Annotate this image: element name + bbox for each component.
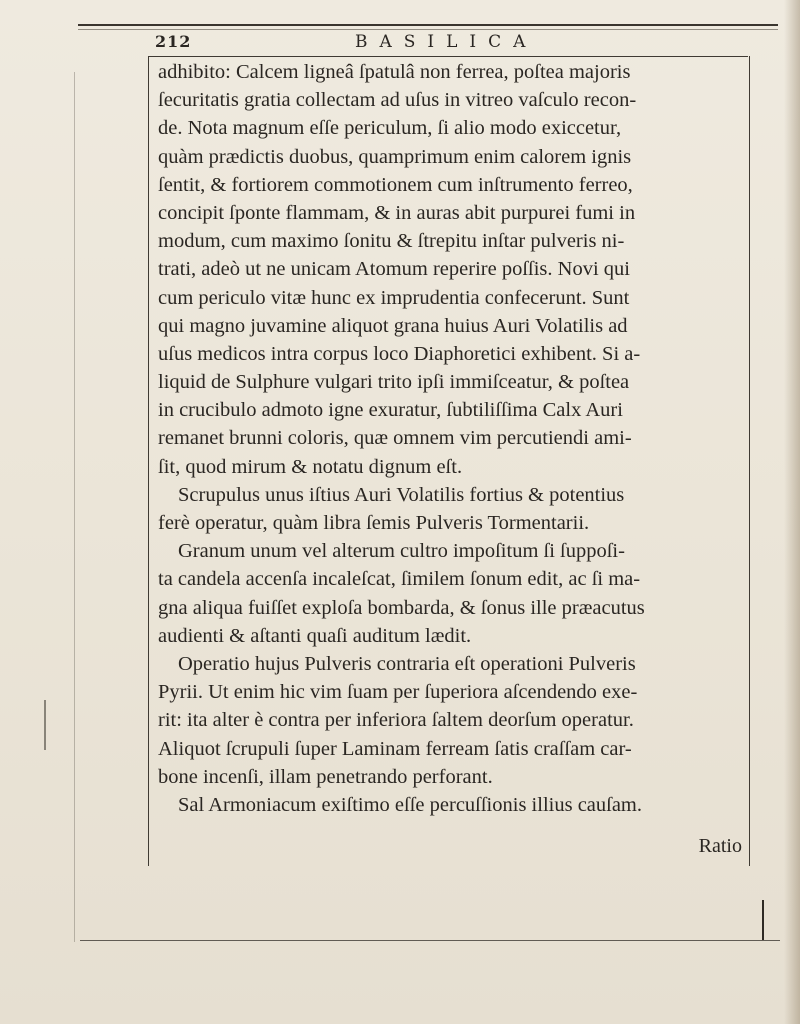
text-line: uſus medicos intra corpus loco Diaphoretici exhibent. Si a- xyxy=(158,342,641,365)
gutter-line xyxy=(74,72,75,942)
text-line: ſecuritatis gratia collectam ad uſus in vitreo vaſculo recon- xyxy=(158,89,637,112)
header-rule-thin xyxy=(78,29,778,30)
text-line: gna aliqua fuiſſet exploſa bombarda, & ſonus ille præacutus xyxy=(158,596,645,619)
text-line: audienti & aſtanti quaſi auditum lædit. xyxy=(158,624,472,647)
margin-ink-mark xyxy=(44,700,46,750)
text-line: ferè operatur, quàm libra ſemis Pulveris Tormentarii. xyxy=(158,512,590,534)
text-line: bone incenſi, illam penetrando perforant. xyxy=(158,765,493,788)
text-line: ta candela accenſa incaleſcat, ſimilem ſonum edit, ac ſi ma- xyxy=(158,568,641,591)
text-line: in crucibulo admoto igne exuratur, ſubtiliſſima Calx Auri xyxy=(158,399,623,422)
text-line: de. Nota magnum eſſe periculum, ſi alio modo exiccetur, xyxy=(158,117,622,140)
page-header xyxy=(155,32,755,54)
bottom-rule xyxy=(80,940,780,941)
text-line: ſit, quod mirum & notatu dignum eſt. xyxy=(158,455,463,478)
text-line: Pyrii. Ut enim hic vim ſuam per ſuperiora aſcendendo exe- xyxy=(158,681,638,704)
text-line: remanet brunni coloris, quæ omnem vim percutiendi ami- xyxy=(158,427,632,450)
catchword: Ratio xyxy=(698,835,742,857)
page-edge-shadow xyxy=(784,0,800,1024)
text-line: adhibito: Calcem ligneâ ſpatulâ non ferrea, poſtea majoris xyxy=(158,61,631,83)
text-line: modum, cum maximo ſonitu & ſtrepitu inſtar pulveris ni- xyxy=(158,230,625,253)
text-line: concipit ſponte flammam, & in auras abit purpurei fumi in xyxy=(158,201,636,224)
text-line: quàm prædictis duobus, quamprimum enim calorem ignis xyxy=(158,145,632,168)
margin-ink-mark xyxy=(762,900,764,940)
text-line: qui magno juvamine aliquot grana huius Auri Volatilis ad xyxy=(158,314,628,337)
running-title: BASILICA xyxy=(355,32,538,52)
text-line: cum periculo vitæ hunc ex imprudentia confecerunt. Sunt xyxy=(158,286,630,309)
paragraph-start-line: Scrupulus unus iſtius Auri Volatilis fortius & potentius xyxy=(178,483,625,506)
text-line: ſentit, & fortiorem commotionem cum inſtrumento ferreo, xyxy=(158,173,633,196)
paragraph-start-line: Granum unum vel alterum cultro impoſitum ſi ſuppoſi- xyxy=(178,540,625,563)
paragraph-start-line: Operatio hujus Pulveris contraria eſt operationi Pulveris xyxy=(178,652,636,675)
text-body xyxy=(158,58,742,819)
paragraph-start-line: Sal Armoniacum exiſtimo eſſe percuſſionis illius cauſam. xyxy=(178,793,643,816)
page-number: 212 xyxy=(155,32,192,51)
text-line: rit: ita alter è contra per inferiora ſaltem deorſum operatur. xyxy=(158,709,634,732)
header-rule xyxy=(78,24,778,26)
text-line: Aliquot ſcrupuli ſuper Laminam ferream ſatis craſſam car- xyxy=(158,737,632,760)
text-line: liquid de Sulphure vulgari trito ipſi immiſceatur, & poſtea xyxy=(158,371,630,394)
text-line: trati, adeò ut ne unicam Atomum reperire poſſis. Novi qui xyxy=(158,258,630,281)
